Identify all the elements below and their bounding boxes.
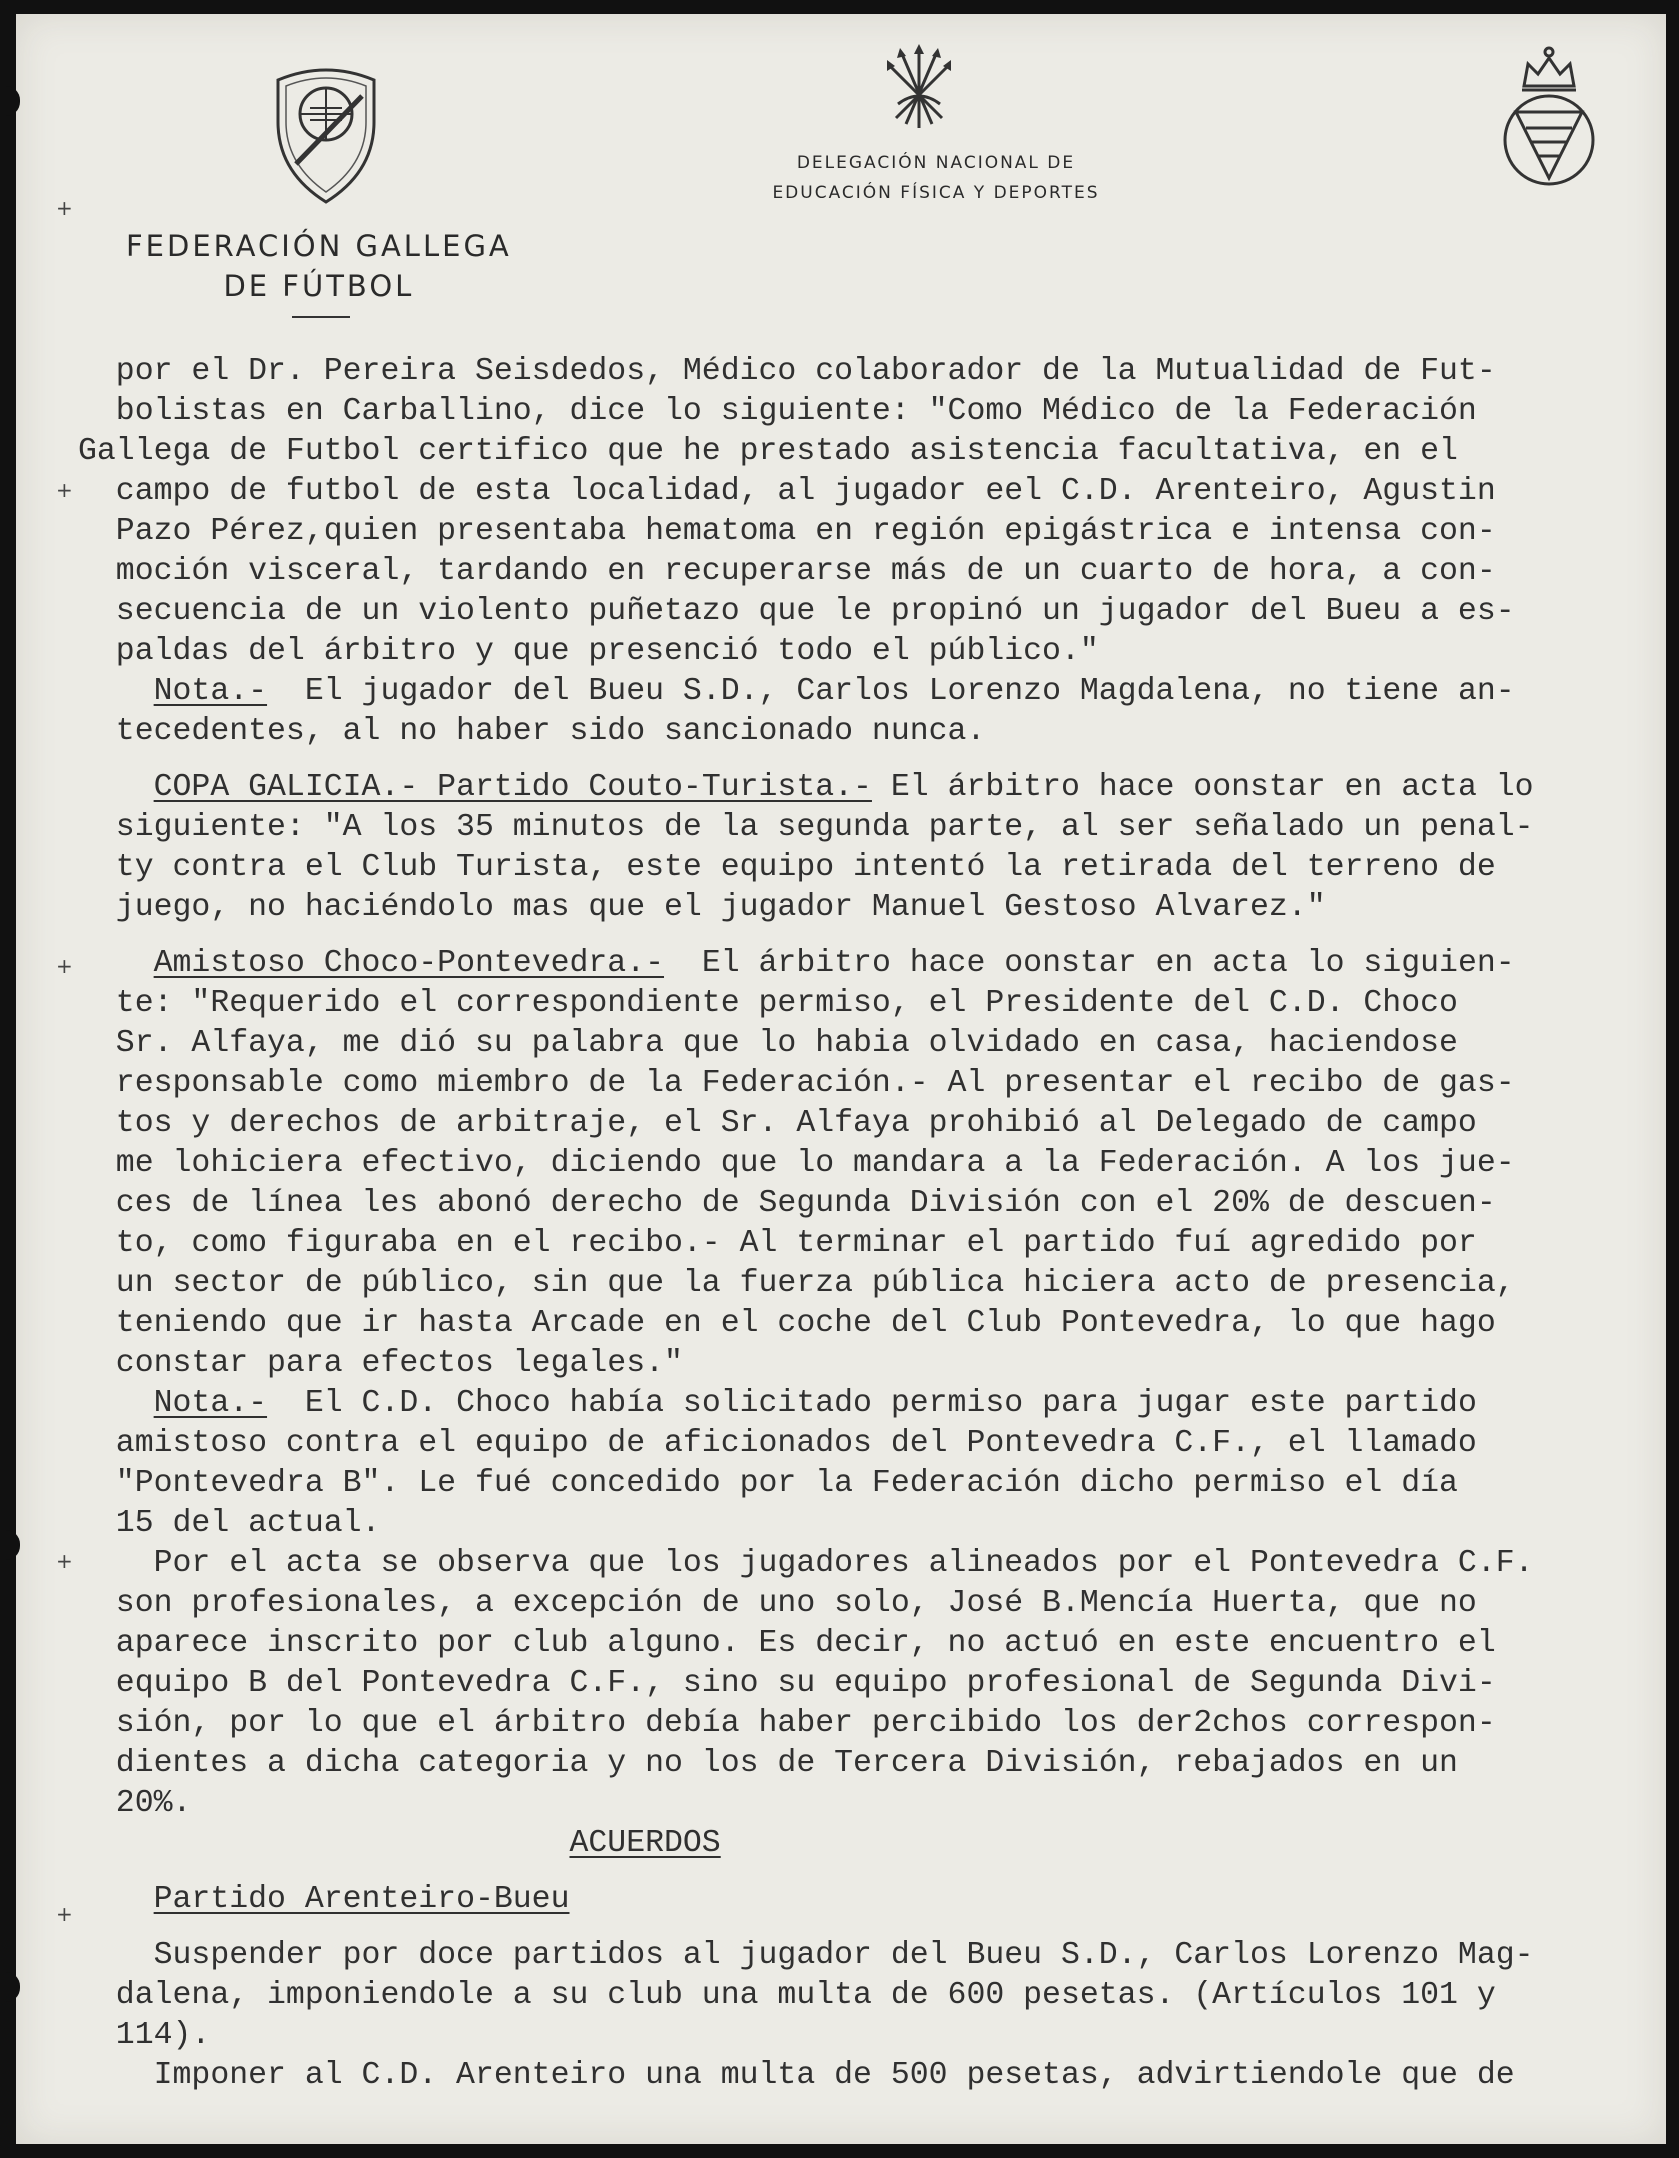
body-line: amistoso contra el equipo de aficionados del Pontevedra C.F., el llamado (78, 1426, 1477, 1461)
body-line: tecedentes, al no haber sido sancionado nunca. (78, 714, 986, 749)
document-page (16, 14, 1666, 2144)
body-line: te: "Requerido el correspondiente permiso, el Presidente del C.D. Choco (78, 986, 1458, 1021)
body-line: "Pontevedra B". Le fué concedido por la Federación dicho permiso el día (78, 1466, 1458, 1501)
body-line: 15 del actual. (78, 1506, 381, 1541)
body-line: Amistoso Choco-Pontevedra.- El árbitro hace oonstar en acta lo siguien- (153, 946, 1515, 981)
body-line: juego, no haciéndolo mas que el jugador Manuel Gestoso Alvarez." (78, 890, 1326, 925)
body-line: moción visceral, tardando en recuperarse más de un cuarto de hora, a con- (78, 554, 1496, 589)
underlined-heading: Partido Arenteiro-Bueu (153, 1882, 570, 1917)
body-line: to, como figuraba en el recibo.- Al terminar el partido fuí agredido por (78, 1226, 1477, 1261)
body-line: Gallega de Futbol certifico que he prestado asistencia facultativa, en el (78, 434, 1458, 469)
margin-mark: + (56, 1549, 73, 1573)
delegation-line2: EDUCACIÓN FÍSICA Y DEPORTES (772, 183, 1100, 203)
underlined-heading: Nota.- (153, 1386, 268, 1421)
body-line: COPA GALICIA.- Partido Couto-Turista.- El árbitro hace oonstar en acta lo (153, 770, 1534, 805)
body-line: secuencia de un violento puñetazo que le propinó un jugador del Bueu a es- (78, 594, 1515, 629)
margin-mark: + (56, 954, 73, 978)
body-line: sión, por lo que el árbitro debía haber percibido los der2chos correspon- (78, 1706, 1496, 1741)
body-line: Imponer al C.D. Arenteiro una multa de 500 pesetas, advirtiendole que de (78, 2058, 1515, 2093)
body-line: dalena, imponiendole a su club una multa de 600 pesetas. (Artículos 101 y (78, 1978, 1496, 2013)
body-line: campo de futbol de esta localidad, al jugador eel C.D. Arenteiro, Agustin (78, 474, 1496, 509)
federation-shield-icon (266, 52, 386, 212)
body-line: ces de línea les abonó derecho de Segunda División con el 20% de descuen- (78, 1186, 1496, 1221)
body-line: 20%. (78, 1786, 192, 1821)
body-line: Por el acta se observa que los jugadores alineados por el Pontevedra C.F. (78, 1546, 1534, 1581)
document-body (78, 352, 1658, 2096)
delegation-line1: DELEGACIÓN NACIONAL DE (796, 153, 1076, 173)
body-line: un sector de público, sin que la fuerza pública hiciera acto de presencia, (78, 1266, 1515, 1301)
underlined-heading: Nota.- (153, 674, 268, 709)
yoke-arrows-icon (884, 44, 954, 134)
federation-name-line2: DE FÚTBOL (223, 269, 415, 303)
body-line: son profesionales, a excepción de uno solo, José B.Mencía Huerta, que no (78, 1586, 1477, 1621)
body-line: dientes a dicha categoria y no los de Tercera División, rebajados en un (78, 1746, 1458, 1781)
margin-mark: + (56, 478, 73, 502)
delegation-heading (716, 148, 1156, 208)
body-line: responsable como miembro de la Federación.- Al presentar el recibo de gas- (78, 1066, 1515, 1101)
body-line: 114). (78, 2018, 211, 2053)
body-line: Nota.- El jugador del Bueu S.D., Carlos Lorenzo Magdalena, no tiene an- (153, 674, 1515, 709)
federation-name (126, 226, 512, 306)
crowned-spanish-federation-crest-icon (1494, 40, 1604, 200)
margin-mark: + (56, 1902, 73, 1926)
body-line: constar para efectos legales." (78, 1346, 683, 1381)
body-line: teniendo que ir hasta Arcade en el coche del Club Pontevedra, lo que hago (78, 1306, 1496, 1341)
body-line: por el Dr. Pereira Seisdedos, Médico colaborador de la Mutualidad de Fut- (78, 354, 1496, 389)
body-line: Pazo Pérez,quien presentaba hematoma en región epigástrica e intensa con- (78, 514, 1496, 549)
body-line: bolistas en Carballino, dice lo siguiente: "Como Médico de la Federación (78, 394, 1477, 429)
underlined-heading: ACUERDOS (569, 1826, 721, 1861)
body-line: tos y derechos de arbitraje, el Sr. Alfaya prohibió al Delegado de campo (78, 1106, 1477, 1141)
body-line: ty contra el Club Turista, este equipo intentó la retirada del terreno de (78, 850, 1496, 885)
federation-name-line1: FEDERACIÓN GALLEGA (126, 229, 512, 263)
subheading-partido (78, 1880, 1658, 1920)
body-line: Suspender por doce partidos al jugador del Bueu S.D., Carlos Lorenzo Mag- (78, 1938, 1534, 1973)
body-line: siguiente: "A los 35 minutos de la segunda parte, al ser señalado un penal- (78, 810, 1534, 845)
federation-underline (292, 316, 350, 318)
body-line: me lohiciera efectivo, diciendo que lo mandara a la Federación. A los jue- (78, 1146, 1515, 1181)
section-heading-acuerdos (78, 1824, 1658, 1864)
underlined-heading: Amistoso Choco-Pontevedra.- (153, 946, 665, 981)
body-line: aparece inscrito por club alguno. Es decir, no actuó en este encuentro el (78, 1626, 1496, 1661)
body-line: Nota.- El C.D. Choco había solicitado permiso para jugar este partido (153, 1386, 1477, 1421)
body-line: Sr. Alfaya, me dió su palabra que lo habia olvidado en casa, haciendose (78, 1026, 1458, 1061)
margin-mark: + (56, 196, 73, 220)
underlined-heading: COPA GALICIA.- Partido Couto-Turista.- (153, 770, 872, 805)
body-line: paldas del árbitro y que presenció todo el público." (78, 634, 1099, 669)
body-line: equipo B del Pontevedra C.F., sino su equipo profesional de Segunda Divi- (78, 1666, 1496, 1701)
